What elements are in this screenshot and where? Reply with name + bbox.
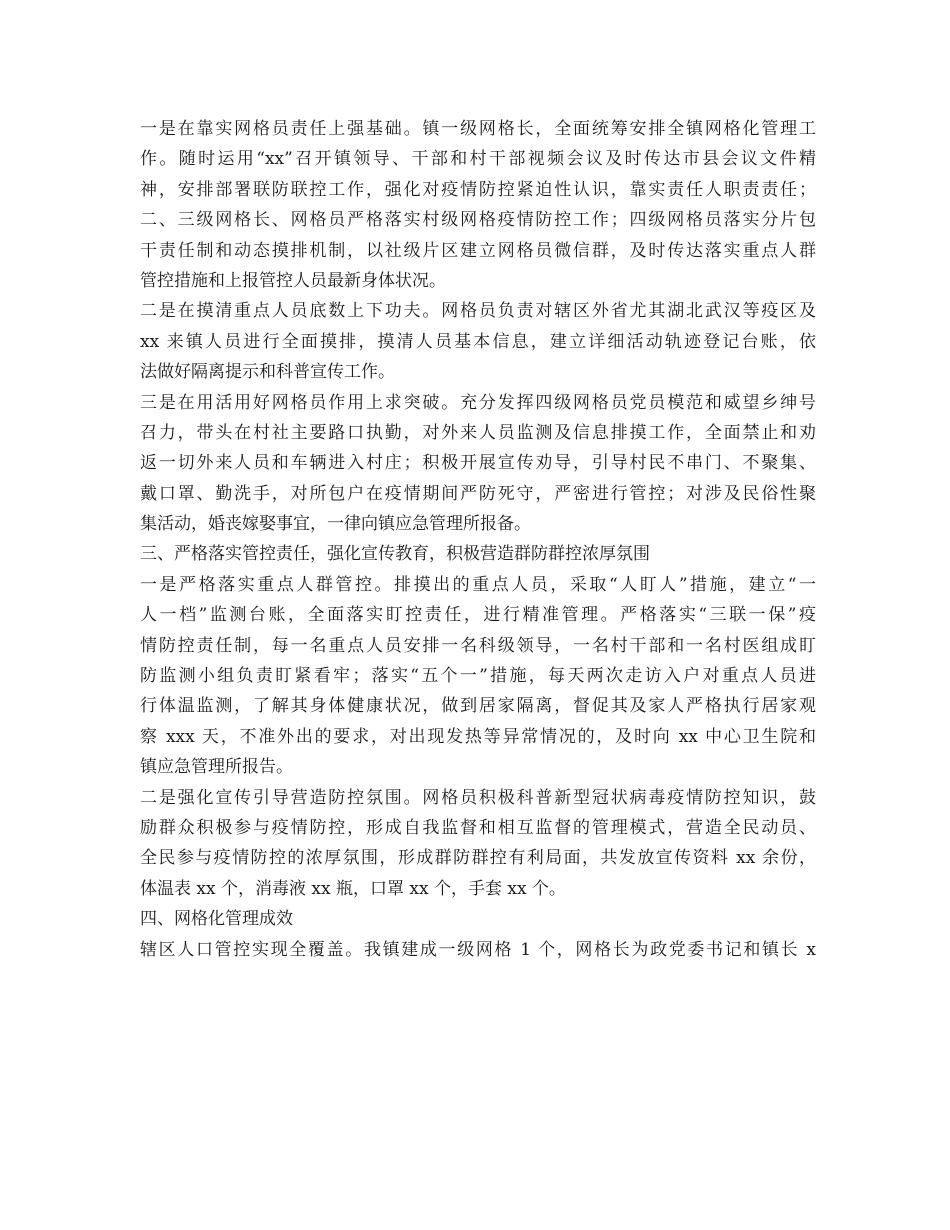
text-line: 察 xxx 天，不准外出的要求，对出现发热等异常情况的，及时向 xx 中心卫生院和 bbox=[140, 726, 816, 747]
text-line: 三、严格落实管控责任，强化宣传教育，积极营造群防群控浓厚氛围 bbox=[140, 544, 650, 565]
text-line: 四、网格化管理成效 bbox=[140, 909, 293, 930]
text-line: 三是在用活用好网格员作用上求突破。充分发挥四级网格员党员模范和威望乡绅号 bbox=[140, 392, 816, 413]
text-line: 二是强化宣传引导营造防控氛围。网格员积极科普新型冠状病毒疫情防控知识，鼓 bbox=[140, 787, 816, 808]
text-line: xx 来镇人员进行全面摸排，摸清人员基本信息，建立详细活动轨迹登记台账，依 bbox=[140, 331, 816, 352]
text-line: 二、三级网格长、网格员严格落实村级网格疫情防控工作；四级网格员落实分片包 bbox=[140, 210, 816, 231]
text-line: 集活动，婚丧嫁娶事宜，一律向镇应急管理所报备。 bbox=[140, 514, 531, 535]
text-line: 召力，带头在村社主要路口执勤，对外来人员监测及信息排摸工作，全面禁止和劝 bbox=[140, 422, 816, 443]
text-line: 体温表 xx 个，消毒液 xx 瓶，口罩 xx 个，手套 xx 个。 bbox=[140, 878, 566, 899]
text-line: 二是在摸清重点人员底数上下功夫。网格员负责对辖区外省尤其湖北武汉等疫区及 bbox=[140, 301, 816, 322]
text-line: 返一切外来人员和车辆进入村庄；积极开展宣传劝导，引导村民不串门、不聚集、 bbox=[140, 453, 816, 474]
text-line: 作。随时运用“xx”召开镇领导、干部和村干部视频会议及时传达市县会议文件精 bbox=[140, 149, 816, 170]
text-line: 管控措施和上报管控人员最新身体状况。 bbox=[140, 270, 446, 291]
text-line: 镇应急管理所报告。 bbox=[140, 757, 293, 778]
text-line: 法做好隔离提示和科普宣传工作。 bbox=[140, 362, 395, 383]
text-line: 辖区人口管控实现全覆盖。我镇建成一级网格 1 个，网格长为政党委书记和镇长 x bbox=[140, 939, 816, 960]
text-line: 励群众积极参与疫情防控，形成自我监督和相互监督的管理模式，营造全民动员、 bbox=[140, 817, 816, 838]
text-line: 戴口罩、勤洗手，对所包户在疫情期间严防死守，严密进行管控；对涉及民俗性聚 bbox=[140, 483, 816, 504]
text-line: 人一档”监测台账，全面落实盯控责任，进行精准管理。严格落实“三联一保”疫 bbox=[140, 605, 816, 626]
text-line: 防监测小组负责盯紧看牢；落实“五个一”措施，每天两次走访入户对重点人员进 bbox=[140, 666, 816, 687]
text-line: 全民参与疫情防控的浓厚氛围，形成群防群控有利局面，共发放宣传资料 xx 余份， bbox=[140, 848, 816, 869]
text-line: 行体温监测，了解其身体健康状况，做到居家隔离，督促其及家人严格执行居家观 bbox=[140, 696, 816, 717]
document-body bbox=[140, 114, 816, 965]
text-line: 神，安排部署联防联控工作，强化对疫情防控紧迫性认识，靠实责任人职责责任； bbox=[140, 179, 816, 200]
text-line: 干责任制和动态摸排机制，以社级片区建立网格员微信群，及时传达落实重点人群 bbox=[140, 240, 816, 261]
text-line: 一是在靠实网格员责任上强基础。镇一级网格长，全面统筹安排全镇网格化管理工 bbox=[140, 119, 816, 139]
text-line: 情防控责任制，每一名重点人员安排一名科级领导，一名村干部和一名村医组成盯 bbox=[140, 635, 816, 656]
text-line: 一是严格落实重点人群管控。排摸出的重点人员，采取“人盯人”措施，建立“一 bbox=[140, 574, 816, 595]
